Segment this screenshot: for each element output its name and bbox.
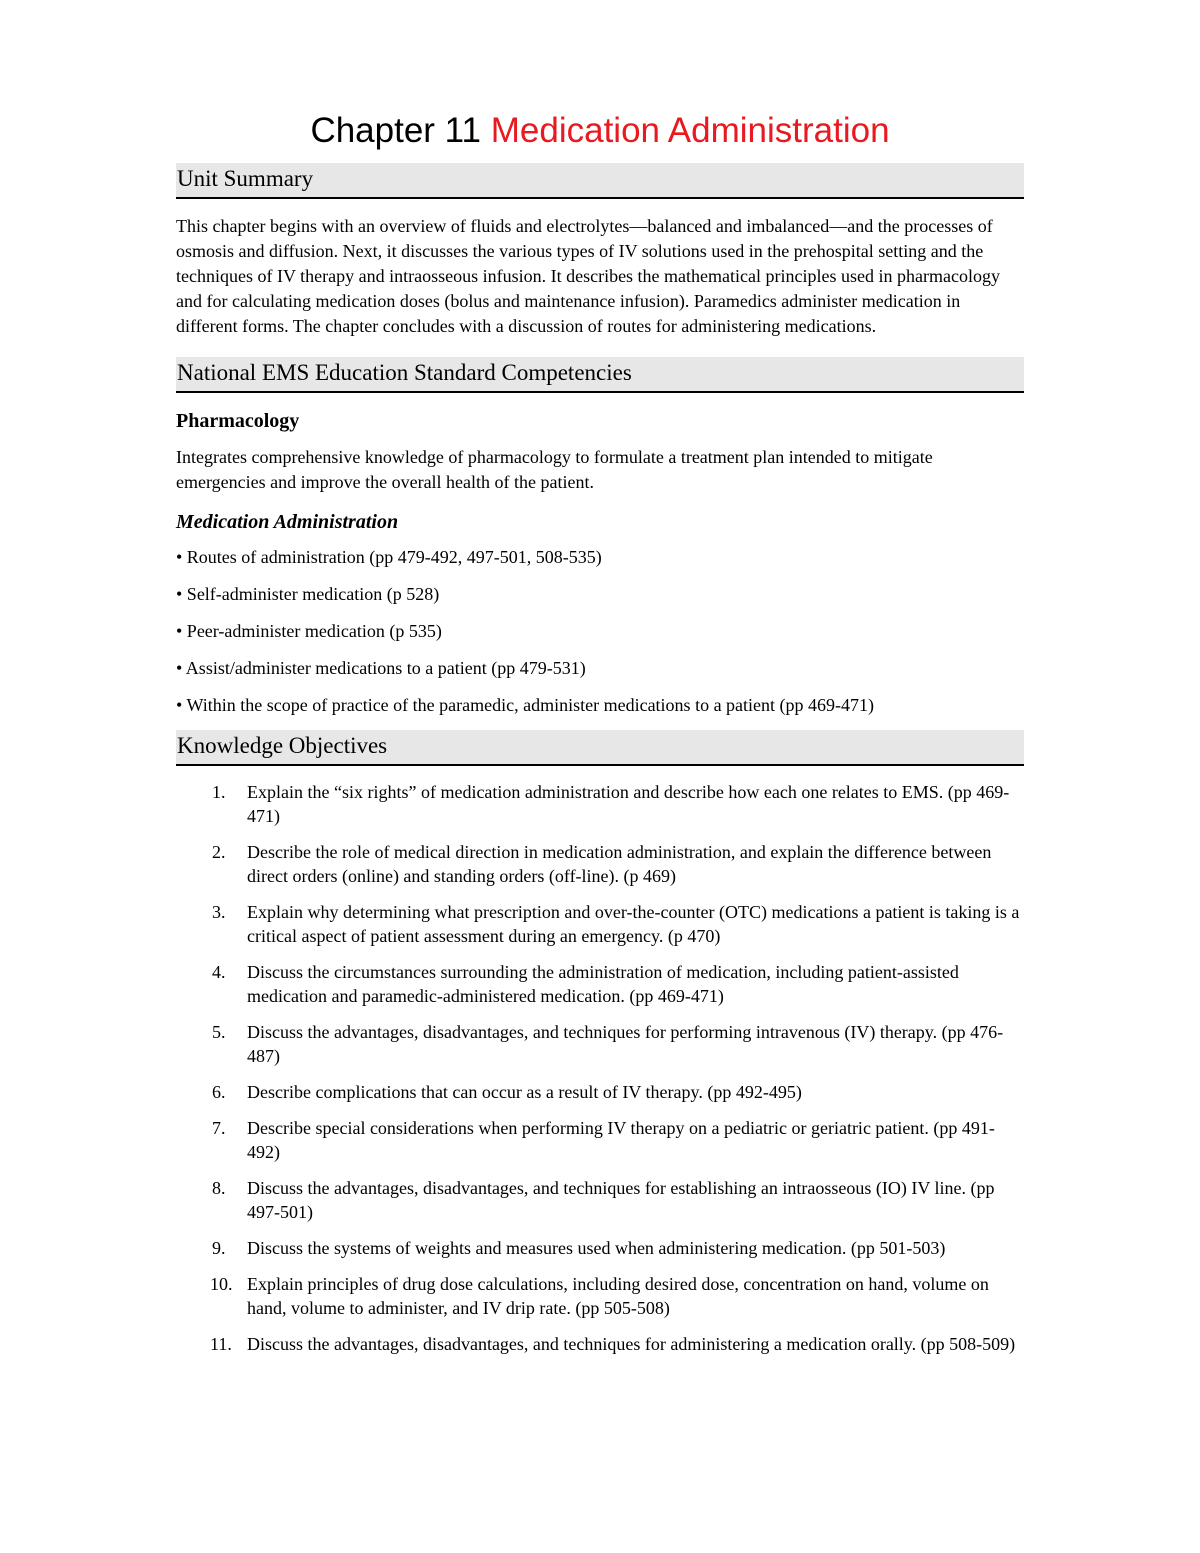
list-item: • Self-administer medication (p 528) bbox=[176, 584, 440, 604]
list-item: • Peer-administer medication (p 535) bbox=[176, 621, 442, 641]
item-number: 10. bbox=[210, 1274, 233, 1294]
list-item: • Routes of administration (pp 479-492, 497-501, 508-535) bbox=[176, 547, 602, 567]
item-number: 7. bbox=[212, 1118, 226, 1138]
list-item bbox=[176, 1116, 1024, 1164]
list-item bbox=[176, 840, 1024, 888]
list-item bbox=[176, 960, 1024, 1008]
item-number: 6. bbox=[212, 1082, 226, 1102]
unit-summary-heading: Unit Summary bbox=[176, 163, 1024, 199]
chapter-title bbox=[176, 108, 1024, 154]
chapter-name: Medication Administration bbox=[490, 111, 890, 150]
item-text: Describe the role of medical direction in medication administration, and explain the difference between direct orders (online) and standing orders (off-line). (p 469) bbox=[247, 842, 992, 886]
item-number: 11. bbox=[210, 1334, 232, 1354]
unit-summary-text: This chapter begins with an overview of fluids and electrolytes—balanced and imbalanced—and the processes of osmosis and diffusion. Next, it discusses the various types of IV solutions used in the prehospital setting and the techniques of IV therapy and intraosseous infusion. It describes the mathematical principles used in pharmacology and for calculating medication doses (bolus and maintenance infusion). Paramedics administer medication in different forms. The chapter concludes with a discussion of routes for administering medications. bbox=[176, 216, 1000, 336]
item-number: 2. bbox=[212, 842, 226, 862]
item-number: 8. bbox=[212, 1178, 226, 1198]
item-text: Discuss the advantages, disadvantages, and techniques for performing intravenous (IV) therapy. (pp 476-487) bbox=[247, 1022, 1004, 1066]
item-number: 1. bbox=[212, 782, 226, 802]
list-item: • Assist/administer medications to a patient (pp 479-531) bbox=[176, 658, 586, 678]
pharmacology-text: Integrates comprehensive knowledge of pharmacology to formulate a treatment plan intended to mitigate emergencies and improve the overall health of the patient. bbox=[176, 447, 933, 492]
item-text: Discuss the advantages, disadvantages, and techniques for administering a medication orally. (pp 508-509) bbox=[247, 1334, 1016, 1354]
item-number: 4. bbox=[212, 962, 226, 982]
medication-administration-subheading: Medication Administration bbox=[176, 511, 399, 533]
item-text: Discuss the circumstances surrounding the administration of medication, including patient-assisted medication and paramedic-administered medication. (pp 469-471) bbox=[247, 962, 959, 1006]
item-text: Explain why determining what prescription and over-the-counter (OTC) medications a patient is taking is a critical aspect of patient assessment during an emergency. (p 470) bbox=[247, 902, 1020, 946]
list-item bbox=[176, 900, 1024, 948]
item-text: Explain the “six rights” of medication administration and describe how each one relates to EMS. (pp 469-471) bbox=[247, 782, 1010, 826]
item-number: 3. bbox=[212, 902, 226, 922]
item-text: Describe complications that can occur as a result of IV therapy. (pp 492-495) bbox=[247, 1082, 802, 1102]
document-page bbox=[176, 108, 1024, 1368]
list-item bbox=[176, 1272, 1024, 1320]
item-number: 5. bbox=[212, 1022, 226, 1042]
chapter-number: Chapter 11 bbox=[310, 111, 482, 150]
item-text: Describe special considerations when performing IV therapy on a pediatric or geriatric patient. (pp 491-492) bbox=[247, 1118, 995, 1162]
objectives-list bbox=[176, 780, 1024, 1356]
item-number: 9. bbox=[212, 1238, 226, 1258]
item-text: Explain principles of drug dose calculations, including desired dose, concentration on hand, volume on hand, volume to administer, and IV drip rate. (pp 505-508) bbox=[247, 1274, 989, 1318]
item-text: Discuss the systems of weights and measures used when administering medication. (pp 501-503) bbox=[247, 1238, 946, 1258]
competencies-heading: National EMS Education Standard Competencies bbox=[176, 357, 1024, 393]
list-item bbox=[176, 1080, 1024, 1104]
list-item bbox=[176, 1176, 1024, 1224]
pharmacology-subheading: Pharmacology bbox=[176, 410, 300, 432]
list-item bbox=[176, 1236, 1024, 1260]
list-item bbox=[176, 1020, 1024, 1068]
item-text: Discuss the advantages, disadvantages, and techniques for establishing an intraosseous (IO) IV line. (pp 497-501) bbox=[247, 1178, 995, 1222]
competency-bullet-list bbox=[176, 545, 1024, 718]
knowledge-objectives-heading: Knowledge Objectives bbox=[176, 730, 1024, 766]
list-item: • Within the scope of practice of the paramedic, administer medications to a patient (pp 469-471) bbox=[176, 695, 875, 715]
list-item bbox=[176, 1332, 1024, 1356]
list-item bbox=[176, 780, 1024, 828]
